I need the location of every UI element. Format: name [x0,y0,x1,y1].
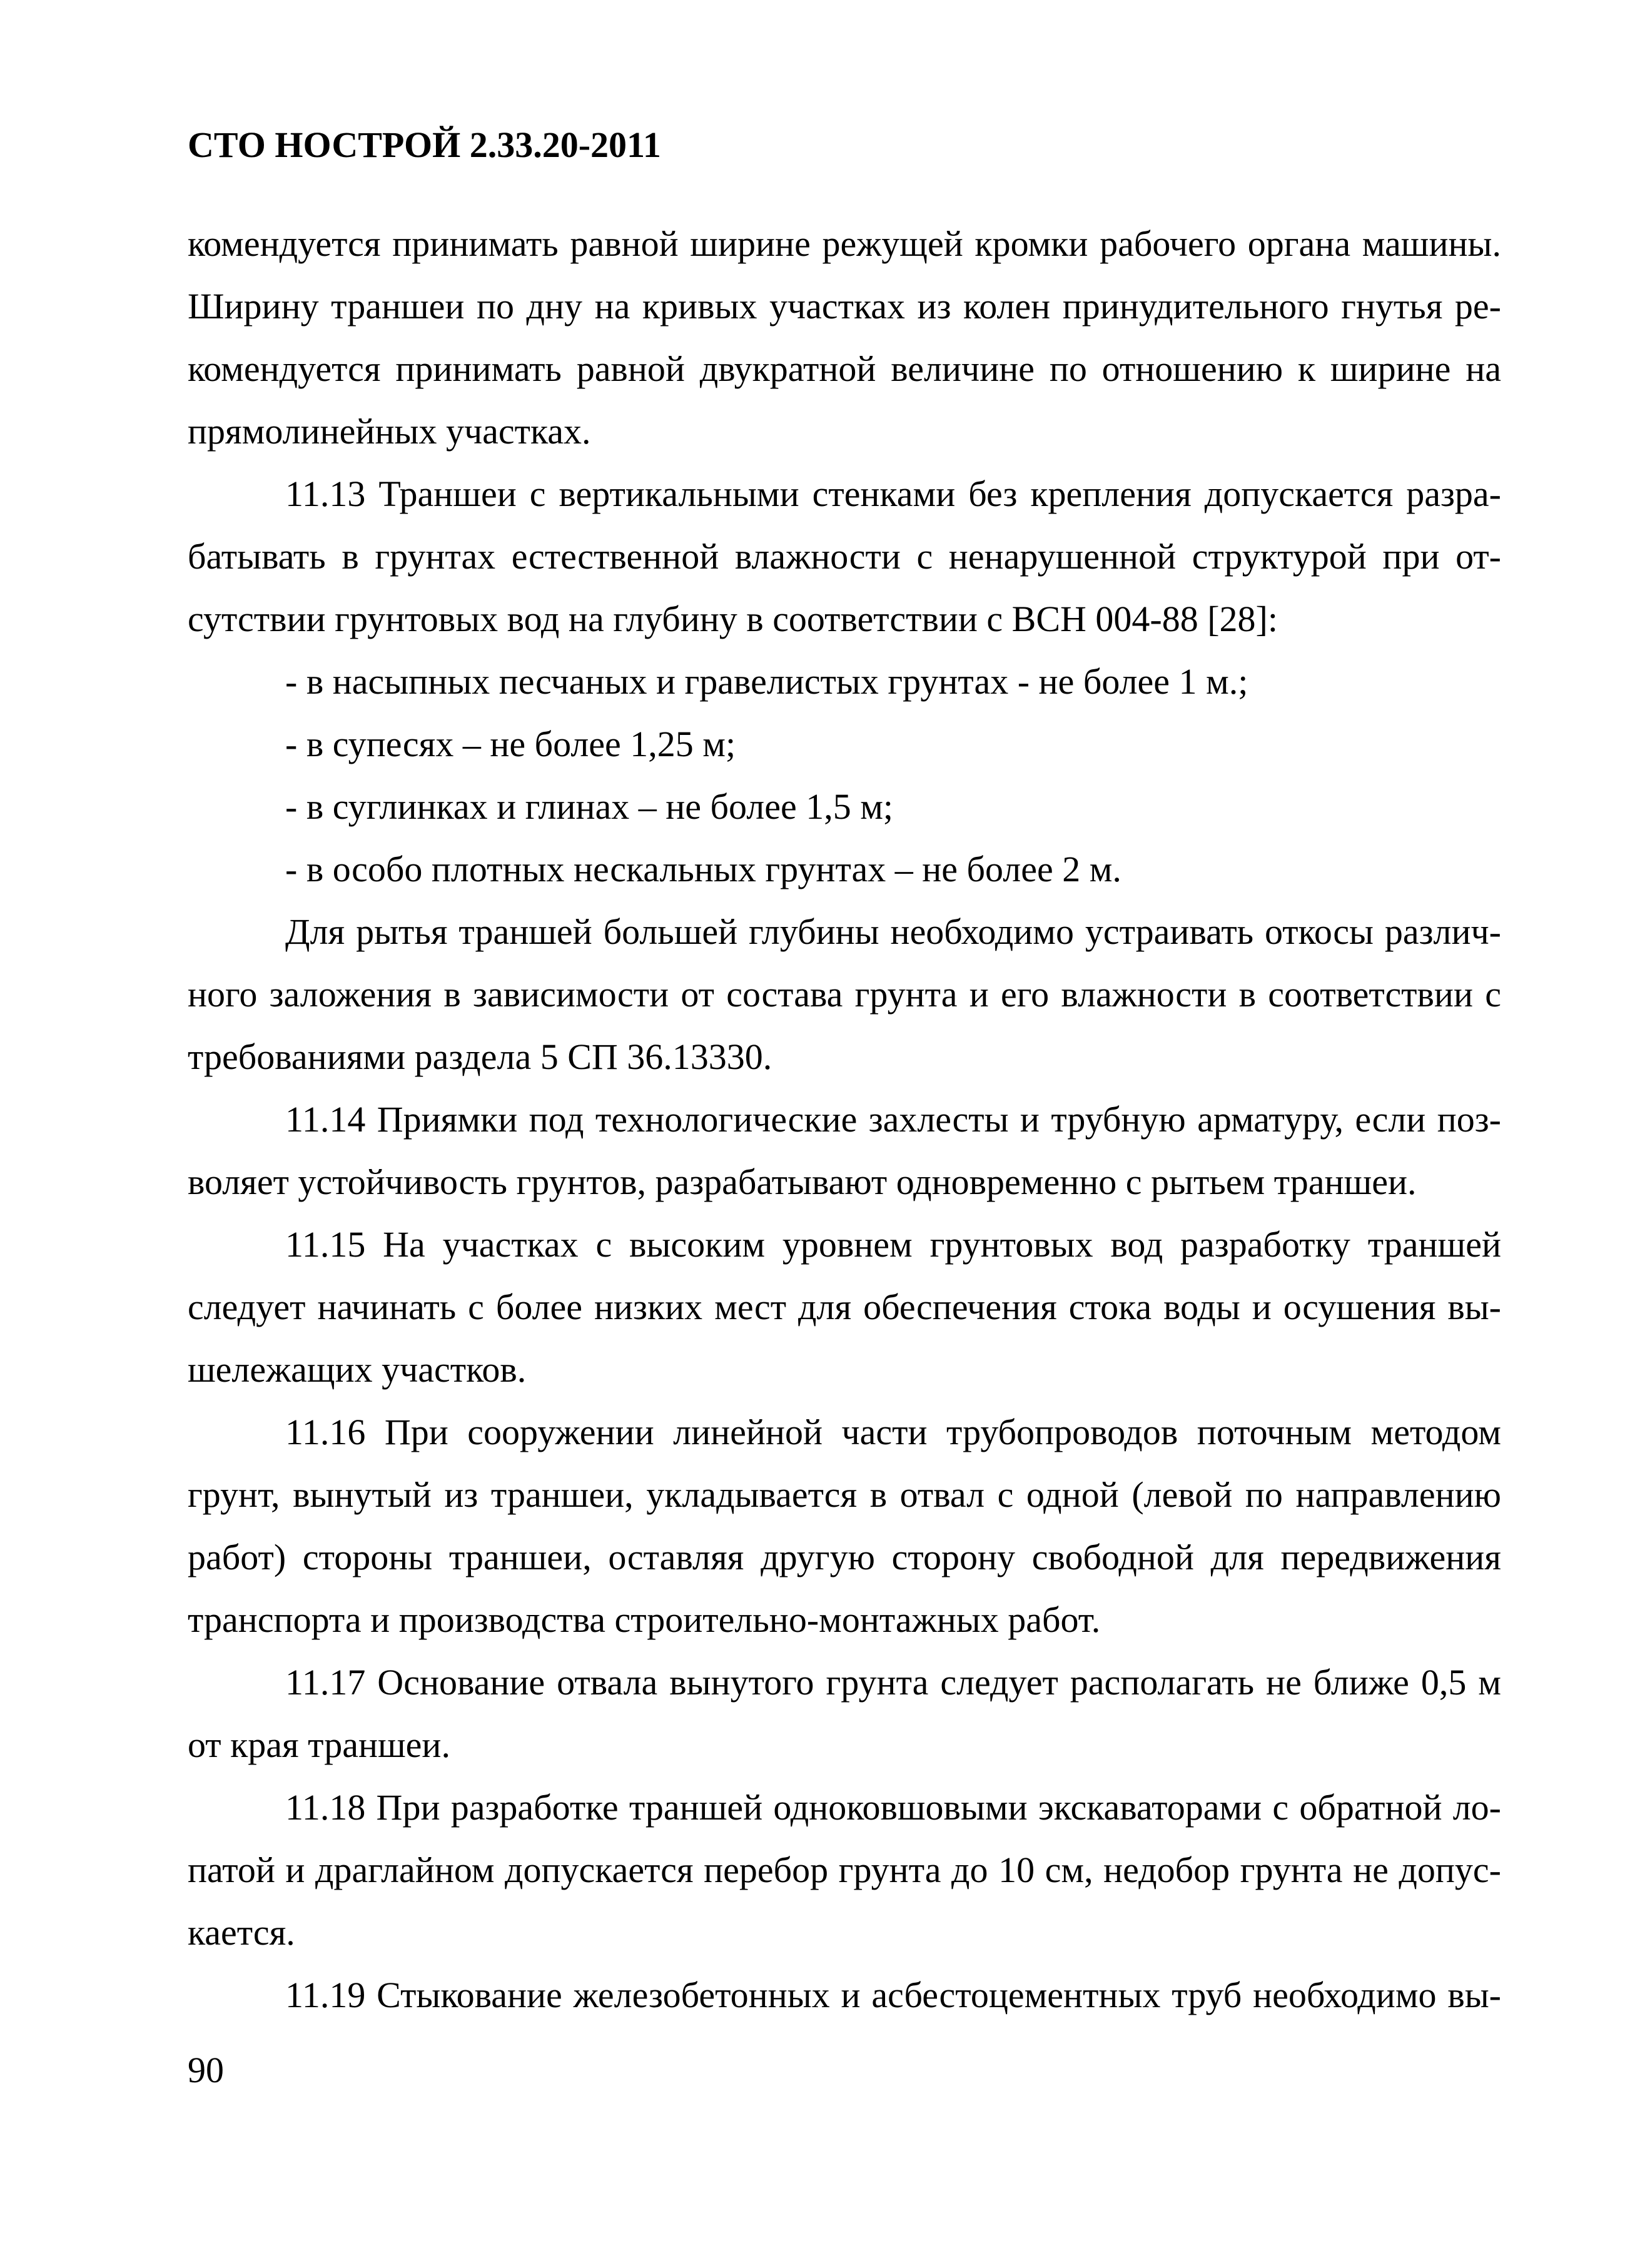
text-line: Ширину траншеи по дну на кривых участках из колен принудительного гнутья ре- [188,286,1501,327]
text-line: 11.16 При сооружении линейной части трубопроводов поточным методом [285,1412,1501,1452]
paragraph-clause-11-16 [188,1401,1501,1651]
paragraph-slopes [188,901,1501,1088]
text-line: от края траншеи. [188,1724,450,1765]
text-line: Для рытья траншей большей глубины необходимо устраивать откосы различ- [285,911,1501,952]
text-line: кается. [188,1912,295,1953]
text-line: прямолинейных участках. [188,411,591,452]
text-line: - в супесях – не более 1,25 м; [285,724,736,764]
page-number: 90 [188,2050,224,2090]
text-line: требованиями раздела 5 СП 36.13330. [188,1036,772,1077]
text-line: 11.19 Стыкование железобетонных и асбестоцементных труб необходимо вы- [285,1975,1501,2015]
text-line: - в особо плотных нескальных грунтах – не более 2 м. [285,849,1121,889]
text-block [188,213,1501,2027]
text-line: 11.13 Траншеи с вертикальными стенками без крепления допускается разра- [285,473,1501,514]
text-line: комендуется принимать равной двукратной величине по отношению к ширине на [188,348,1501,389]
text-line: транспорта и производства строительно-монтажных работ. [188,1599,1101,1640]
list-item-sandy-loam [188,713,1501,776]
paragraph-clause-11-14 [188,1088,1501,1213]
text-line: 11.17 Основание отвала вынутого грунта следует располагать не ближе 0,5 м [285,1662,1501,1703]
list-item-sandy-soils [188,651,1501,713]
text-line: комендуется принимать равной ширине режущей кромки рабочего органа машины. [188,223,1501,264]
text-line: - в суглинках и глинах – не более 1,5 м; [285,786,894,827]
paragraph-clause-11-19 [188,1964,1501,2027]
text-line: грунт, вынутый из траншеи, укладывается в отвал с одной (левой по направлению [188,1474,1501,1515]
text-line: 11.15 На участках с высоким уровнем грунтовых вод разработку траншей [285,1224,1501,1265]
paragraph-clause-11-13 [188,463,1501,651]
list-item-dense-soils [188,838,1501,901]
paragraph-clause-11-17 [188,1651,1501,1776]
text-line: 11.18 При разработке траншей одноковшовыми экскаваторами с обратной ло- [285,1787,1501,1828]
text-line: работ) стороны траншеи, оставляя другую сторону свободной для передвижения [188,1537,1501,1577]
paragraph-clause-11-15 [188,1213,1501,1401]
text-line: сутствии грунтовых вод на глубину в соответствии с ВСН 004-88 [28]: [188,599,1278,639]
list-item-loam-clay [188,776,1501,838]
paragraph-clause-11-18 [188,1776,1501,1964]
text-line: 11.14 Приямки под технологические захлесты и трубную арматуру, если поз- [285,1099,1501,1140]
text-line: патой и драглайном допускается перебор грунта до 10 см, недобор грунта не допус- [188,1850,1501,1890]
text-line: - в насыпных песчаных и гравелистых грунтах - не более 1 м.; [285,661,1248,702]
document-code-header: СТО НОСТРОЙ 2.33.20-2011 [188,124,661,165]
text-line: ного заложения в зависимости от состава грунта и его влажности в соответствии с [188,974,1501,1015]
text-line: шележащих участков. [188,1349,527,1390]
text-line: следует начинать с более низких мест для обеспечения стока воды и осушения вы- [188,1287,1501,1327]
text-line: воляет устойчивость грунтов, разрабатывают одновременно с рытьем траншеи. [188,1162,1417,1202]
paragraph-continuation [188,213,1501,463]
text-line: батывать в грунтах естественной влажности с ненарушенной структурой при от- [188,536,1501,577]
